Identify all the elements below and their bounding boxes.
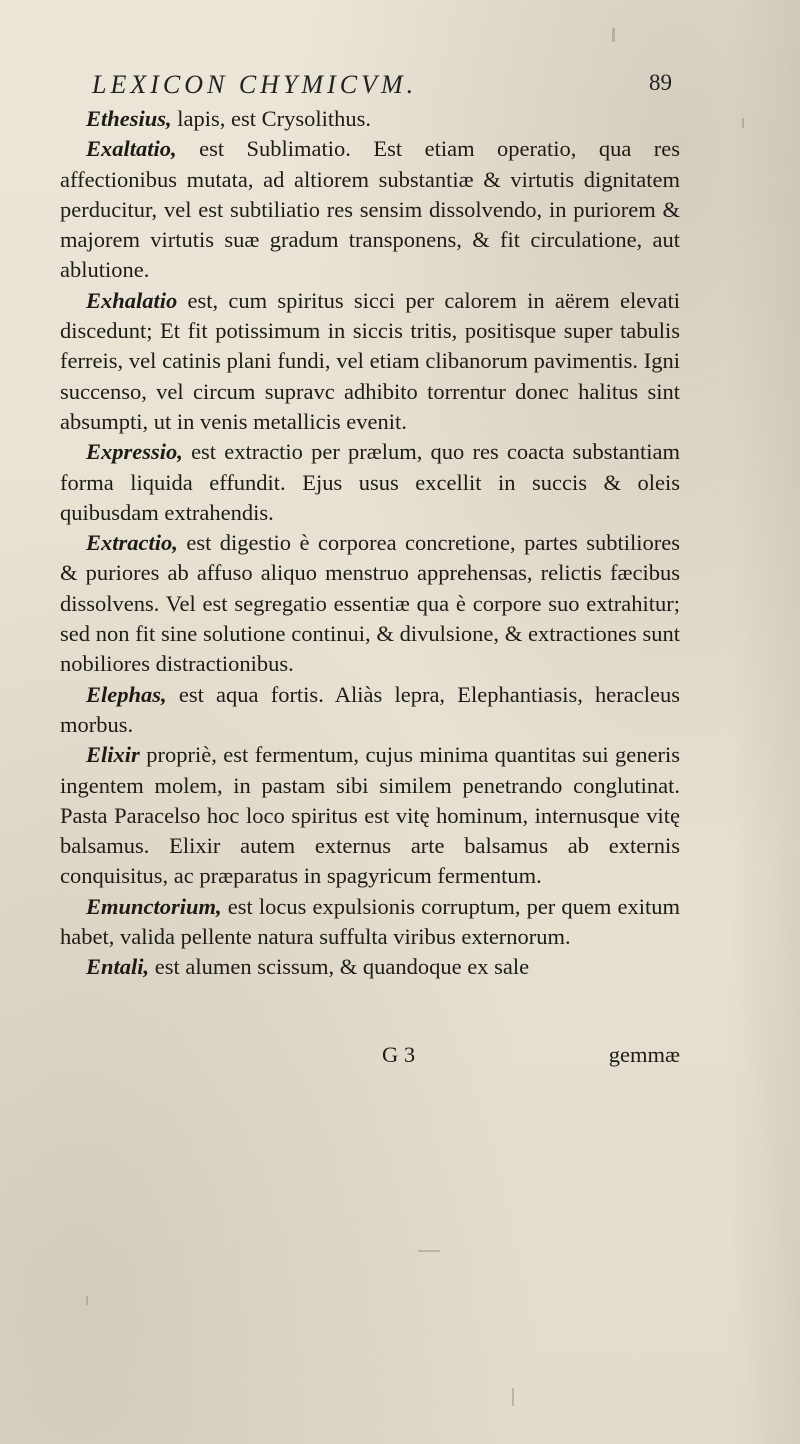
- entry-body: est alumen scissum, & quandoque ex sale: [149, 954, 530, 980]
- dictionary-text: [60, 104, 680, 983]
- page-footer: [60, 1042, 680, 1072]
- entry-body: est aqua fortis. Aliàs lepra, Elephantiasis, heracleus morbus.: [60, 681, 680, 737]
- entry-body: est Sublimatio. Est etiam operatio, qua res affectionibus mutata, ad altiorem substantiæ & virtutis dignitatem perducitur, vel est subtiliatio res sensim dissolvendo, in puriorem & majorem virtutis suæ gradum transponens, & fit circulatione, aut ablutione.: [60, 136, 680, 283]
- entry-body: est extractio per prælum, quo res coacta substantiam forma liquida effundit. Ejus usus excellit in succis & oleis quibusdam extrahendis.: [60, 439, 680, 525]
- header-title: LEXICON CHYMICVM.: [92, 70, 418, 99]
- entry-body: est digestio è corporea concretione, partes subtiliores & puriores ab affuso aliquo menstruo apprehensas, relictis fæcibus dissolvens. Vel est segregatio essentiæ qua è corpore suo extrahitur; sed non fit sine solutione continui, & divulsione, & extractiones sunt nobiliores distractionibus.: [60, 530, 680, 677]
- entry-body: lapis, est Crysolithus.: [171, 106, 372, 131]
- page-edge-shadow: [730, 0, 800, 1444]
- entry-exaltatio: [60, 134, 680, 285]
- entry-term: Elephas,: [86, 681, 167, 707]
- entry-term: Elixir: [86, 742, 140, 768]
- signature-mark: G 3: [382, 1042, 416, 1067]
- entry-body: est, cum spiritus sicci per calorem in aërem elevati discedunt; Et fit potissimum in siccis tritis, positisque super tabulis ferreis, vel catinis plani fundi, vel etiam clibanorum pavimentis. Igni succenso, vel circum supravc adhibito torrentur donec halitus sint absumpti, ut in venis metallicis evenit.: [60, 287, 680, 434]
- paper-speck: [612, 28, 615, 42]
- entry-term: Expressio,: [86, 439, 183, 465]
- entry-term: Emunctorium,: [86, 893, 222, 919]
- paper-speck: [418, 1250, 440, 1252]
- entry-term: Extractio,: [86, 530, 178, 556]
- entry-elephas: [60, 680, 680, 741]
- entry-elixir: [60, 740, 680, 891]
- entry-body: est locus expulsionis corruptum, per quem exitum habet, valida pellente natura suffulta viribus externorum.: [60, 893, 680, 950]
- paper-speck: [86, 1296, 88, 1305]
- entry-term: Ethesius,: [86, 106, 172, 131]
- entry-ethesius: [60, 104, 680, 134]
- entry-term: Entali,: [86, 954, 150, 980]
- entry-emunctorium: [60, 892, 680, 953]
- entry-term: Exhalatio: [86, 287, 178, 313]
- entry-entali: [60, 952, 680, 982]
- entry-extractio: [60, 528, 680, 679]
- entry-term: Exaltatio,: [86, 136, 177, 162]
- catchword: gemmæ: [608, 1042, 680, 1067]
- entry-exhalatio: [60, 286, 680, 437]
- entry-expressio: [60, 437, 680, 528]
- page-number: 89: [649, 70, 672, 95]
- running-header: [92, 70, 672, 104]
- paper-speck: [512, 1388, 514, 1406]
- entry-body: propriè, est fermentum, cujus minima quantitas sui generis ingentem molem, in pastam sibi similem penetrando conglutinat. Pasta Paracelso hoc loco spiritus est vitę hominum, internusque vitę balsamus. Elixir autem externus arte balsamus ab externis conquisitus, ac præparatus in spagyricum fermentum.: [60, 742, 680, 889]
- paper-speck: [742, 118, 744, 128]
